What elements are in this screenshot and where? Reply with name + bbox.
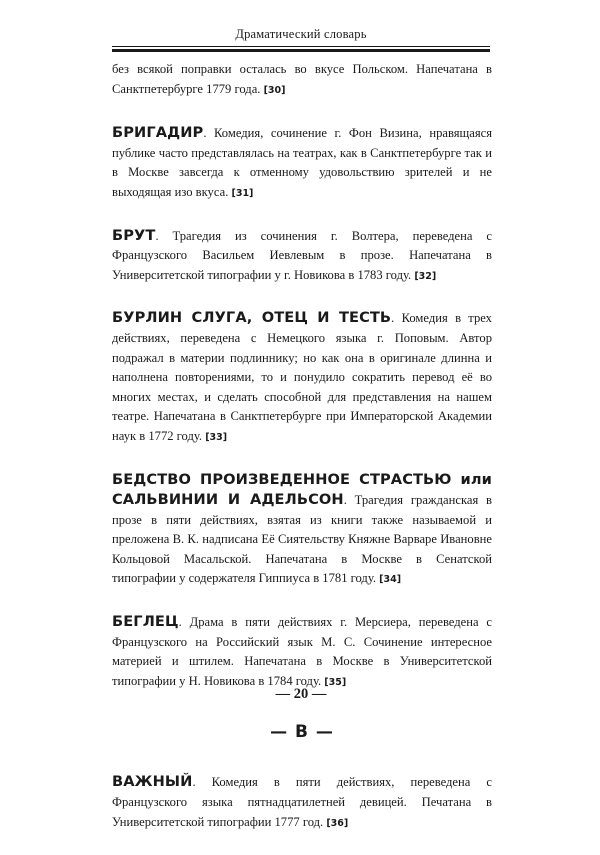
entry-text: . Драма в пяти действиях г. Мерсиера, переведена с Французского на Российский язык М. С. Сочинение интересное материей и штилем. Напечатана в Москве в Университетской типографии у Н. Новикова в 1784 году. — [112, 615, 492, 688]
entry-text: . Комедия в трех действиях, переведена с Немецкого языка г. Поповым. Автор подражал в материи подлиннику; но как она в оригинале длинна и наполнена повторениями, то и понудило сократить перевод её во многих местах, и сделать способной для представления на нашем театре. Напечатана в Санктпетербурге при Императорской Академии наук в 1772 году. — [112, 311, 492, 443]
entry-text: без всякой поправки осталась во вкусе Польском. Напечатана в Санктпетербурге 1779 года. — [112, 62, 492, 96]
footnote-ref: [35] — [324, 676, 347, 688]
body-text — [112, 60, 492, 855]
dictionary-entry-brigadir — [112, 123, 492, 203]
footnote-ref: [30] — [263, 84, 286, 96]
footnote-ref: [33] — [205, 431, 228, 443]
entry-text: . Трагедия из сочинения г. Волтера, переведена с Французского Васильем Иевлевым в прозе. Напечатана в Университетской типографии у г. Новикова в 1783 году. — [112, 228, 492, 282]
entry-heading: ВАЖНЫЙ — [112, 773, 193, 791]
dictionary-entry-vazhny — [112, 772, 492, 833]
entry-text: . Комедия, сочинение г. Фон Визина, нравящаяся публике часто представлялась на театрах, как в Санктпетербурге так и в Москве завсегда к отменному удовольствию зрителей и не выходящая изо вкуса. — [112, 126, 492, 199]
running-head: Драматический словарь — [235, 27, 367, 41]
footnote-ref: [32] — [414, 270, 437, 282]
dictionary-entry-beglets — [112, 612, 492, 692]
dictionary-entry-continuation — [112, 60, 492, 100]
section-letter-heading: — В — — [270, 722, 334, 743]
dictionary-entry-burlin — [112, 308, 492, 447]
page-number: — 20 — — [275, 686, 327, 702]
entry-text: . Комедия в пяти действиях, переведена с Французского языка пятнадцатилетней девицей. Печатана в Университетской типографии 1777 год. — [112, 775, 492, 829]
header-rule-thick — [112, 49, 490, 52]
dictionary-entry-brut — [112, 226, 492, 287]
footnote-ref: [34] — [379, 574, 402, 586]
dictionary-entry-bedstvo — [112, 470, 492, 591]
entry-heading: БУРЛИН СЛУГА, ОТЕЦ И ТЕСТЬ — [112, 309, 392, 327]
entry-heading: БЕДСТВО ПРОИЗВЕДЕННОЕ СТРАСТЬЮ или САЛЬВИНИИ И АДЕЛЬСОН — [112, 470, 492, 509]
entry-heading: БЕГЛЕЦ — [112, 613, 179, 631]
footnote-ref: [36] — [326, 817, 349, 829]
header-rule-thin — [112, 46, 490, 47]
footnote-ref: [31] — [231, 187, 254, 199]
entry-text: . Трагедия гражданская в прозе в пяти действиях, взятая из книги также называемой и преложена В. К. надписана Её Сиятельству Княжне Варваре Ивановне Кольцовой Масальской. Напечатана в Москве в Сенатской типографии у содержателя Гиппиуса в 1781 году. — [112, 493, 492, 586]
entry-heading: БРУТ — [112, 226, 156, 244]
entry-heading: БРИГАДИР — [112, 124, 204, 142]
